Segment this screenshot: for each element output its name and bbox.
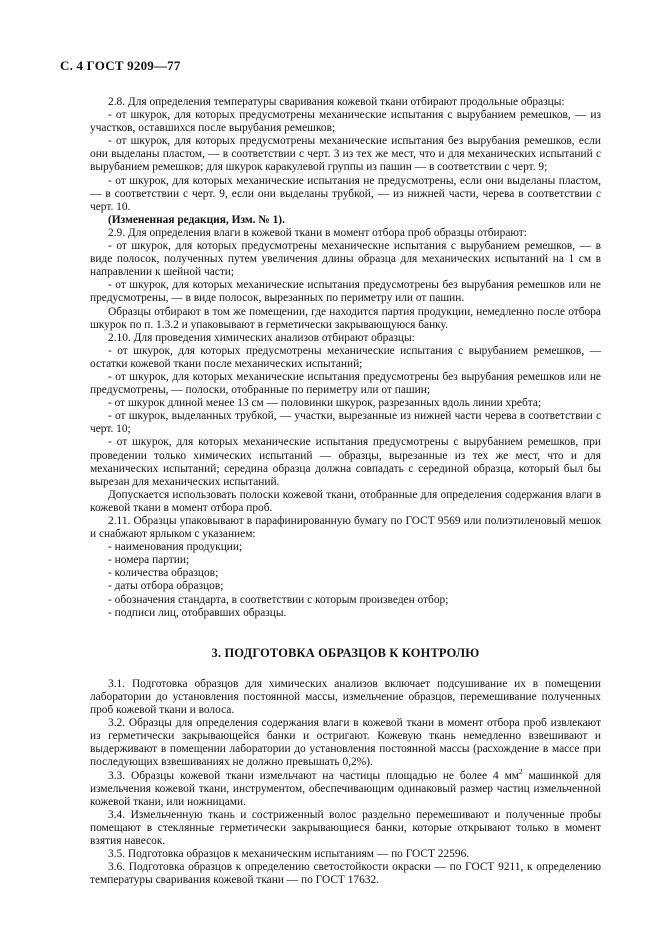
paragraph-2-8-item-2: - от шкурок, для которых предусмотрены механические испытания без вырубания ремешков, если они выделаны пластом, — в соответствии с черт. 3 из тех же мест, что и для механических испытаний с вырубанием ремешков; для шкурок каракулевой группы из пашин — в соответствии с черт. 9; [90, 135, 601, 174]
paragraph-2-10-item-1: - от шкурок, для которых предусмотрены механические испытания с вырубанием ремешков, — остатки кожевой ткани после механических испытаний; [90, 344, 601, 370]
edition-note: (Измененная редакция, Изм. № 1). [108, 213, 285, 226]
label-item-3: - количества образцов; [108, 567, 219, 580]
paragraph-2-10: 2.10. Для проведения химических анализов отбирают образцы: [108, 331, 415, 344]
paragraph-3-5: 3.5. Подготовка образцов к механическим испытаниям — по ГОСТ 22596. [108, 848, 470, 861]
label-item-6: - подписи лиц, отобравших образцы. [108, 606, 287, 619]
paragraph-2-9-item-1: - от шкурок, для которых предусмотрены механические испытания с вырубанием ремешков, — в виде полосок, полученных путем увеличения длины образца для механических испытаний на 1 см в направлении к шейной части; [90, 240, 601, 279]
paragraph-2-8-item-3: - от шкурок, для которых механические испытания не предусмотрены, если они выделаны пластом, — в соответствии с черт. 9, если они выделаны трубкой, — из нижней части, черева в соответствии с черт. 10. [90, 174, 601, 213]
label-item-4: - даты отбора образцов; [108, 580, 224, 593]
paragraph-2-9-note: Образцы отбирают в том же помещении, где находится партия продукции, немедленно после отбора шкурок по п. 1.3.2 и упаковывают в герметически закрывающуюся банку. [90, 305, 601, 331]
square-superscript: 2 [519, 767, 523, 776]
paragraph-2-8: 2.8. Для определения температуры сваривания кожевой ткани отбирают продольные образцы: [108, 96, 565, 108]
paragraph-3-4: 3.4. Измельченную ткань и состриженный волос раздельно перемешивают и полученные пробы помещают в стеклянные герметически закрывающиеся банки, которые открывают только в момент взятия навесок. [90, 808, 601, 847]
paragraph-2-10-item-2: - от шкурок, для которых механические испытания предусмотрены без вырубания ремешков или не предусмотрены, — полоски, отобранные по периметру или от пашин; [90, 370, 601, 397]
paragraph-3-6: 3.6. Подготовка образцов к определению светостойкости окраски — по ГОСТ 9211, к определению температуры сваривания кожевой ткани — по ГОСТ 17632. [90, 861, 601, 887]
paragraph-2-10-item-5: - от шкурок, для которых механические испытания предусмотрены с вырубанием ремешков, при проведении только химических испытаний — образцы, вырезанные из тех же мест, что и для механических испытаний; середина образца должна совпадать с серединой образца, который был бы вырезан для механических испытаний. [90, 436, 601, 488]
paragraph-3-3-before: 3.3. Образцы кожевой ткани измельчают на частицы площадью не более 4 мм [108, 769, 520, 782]
paragraph-3-1: 3.1. Подготовка образцов для химических анализов включает подсушивание их в помещении лаборатории до установления постоянной массы, измельчение образцов, перемешивание полученных проб кожевой ткани и волоса. [90, 677, 601, 717]
paragraph-2-10-item-4: - от шкурок, выделанных трубкой, — участки, вырезанные из нижней части черева в соответствии с черт. 10; [90, 410, 601, 436]
paragraph-3-3 [90, 767, 601, 809]
paragraph-3-2: 3.2. Образцы для определения содержания влаги в кожевой ткани в момент отбора проб извлекают из герметически закрывающейся банки и остригают. Кожевую ткань немедленно взвешивают и выдерживают в помещении лаборатории до установления постоянной массы (расхождение в массе при последующих взвешиваниях не должно превышать 0,2%). [90, 717, 601, 769]
paragraph-3-3-after: машинкой для измельчения кожевой ткани, инструментом, обеспечивающим одинаковый размер частиц измельченной кожевой ткани, или ножницами. [90, 769, 601, 808]
section-title: 3. ПОДГОТОВКА ОБРАЗЦОВ К КОНТРОЛЮ [211, 645, 480, 660]
page-header: С. 4 ГОСТ 9209—77 [60, 58, 181, 73]
paragraph-2-9: 2.9. Для определения влаги в кожевой ткани в момент отбора проб образцы отбирают: [108, 226, 527, 239]
label-item-1: - наименования продукции; [108, 541, 243, 554]
paragraph-2-8-item-1: - от шкурок, для которых предусмотрены механические испытания с вырубанием ремешков, — из участков, оставшихся после вырубания ремешков; [90, 109, 601, 135]
label-item-2: - номера партии; [108, 554, 190, 567]
paragraph-2-10-item-3: - от шкурок длиной менее 13 см — половинки шкурок, разрезанных вдоль линии хребта; [108, 397, 542, 410]
paragraph-2-10-note: Допускается использовать полоски кожевой ткани, отобранные для определения содержания влаги в кожевой ткани в момент отбора проб. [90, 488, 601, 514]
label-item-5: - обозначения стандарта, в соответствии с которым произведен отбор; [108, 593, 449, 606]
paragraph-2-11: 2.11. Образцы упаковывают в парафинированную бумагу по ГОСТ 9569 или полиэтиленовый мешок и снабжают ярлыком с указанием: [90, 515, 601, 541]
paragraph-2-9-item-2: - от шкурок, для которых механические испытания предусмотрены без вырубания ремешков или не предусмотрены, — в виде полосок, вырезанных по периметру или от пашин. [90, 279, 601, 305]
document-body [90, 96, 601, 887]
